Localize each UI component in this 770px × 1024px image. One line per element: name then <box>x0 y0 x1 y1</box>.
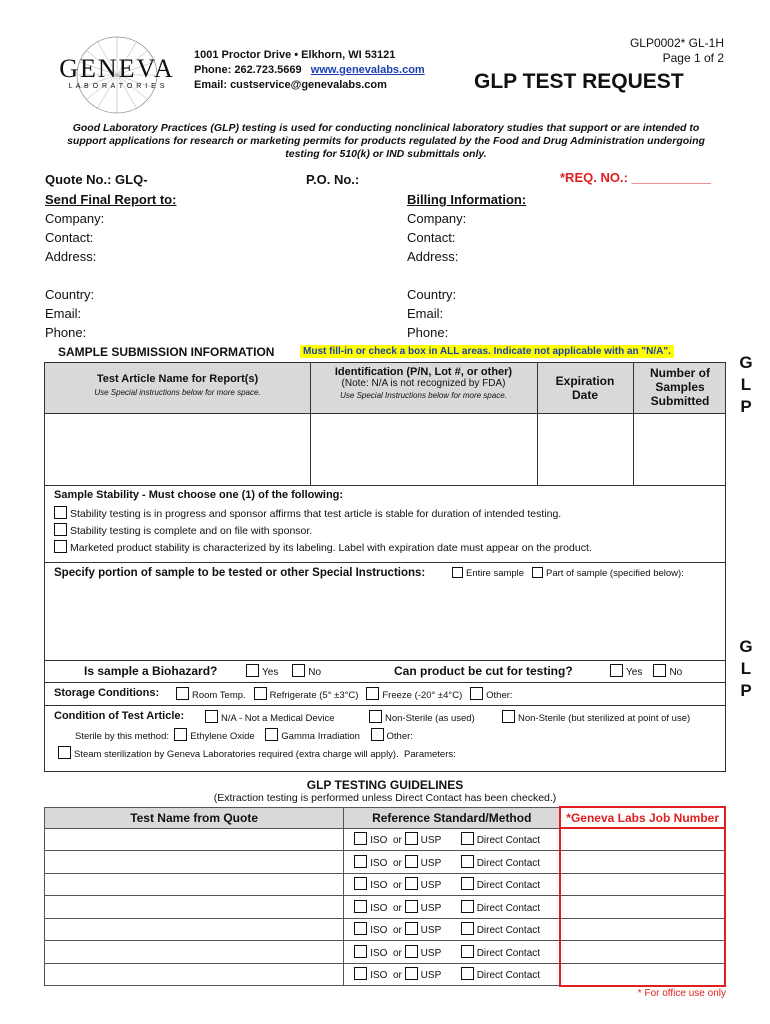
billing-email[interactable]: Email: <box>407 306 444 321</box>
test-name-cell[interactable] <box>45 873 344 896</box>
biohazard-yes[interactable]: Yes <box>246 667 278 678</box>
logo-sub: L A B O R A T O R I E S <box>68 83 166 90</box>
logo-name: GENEVA <box>59 54 175 83</box>
checkbox[interactable] <box>405 922 418 935</box>
reference-cell: ISO or USP Direct Contact <box>344 828 561 851</box>
usp-option[interactable]: USP <box>405 858 442 869</box>
iso-option[interactable]: ISO <box>354 903 387 914</box>
table-row <box>45 941 726 964</box>
checkbox[interactable] <box>205 710 218 723</box>
usp-option[interactable]: USP <box>405 903 442 914</box>
iso-option[interactable]: ISO <box>354 835 387 846</box>
checkbox[interactable] <box>405 877 418 890</box>
report-country[interactable]: Country: <box>45 287 95 302</box>
checkbox[interactable] <box>653 664 666 677</box>
checkbox[interactable] <box>366 687 379 700</box>
checkbox[interactable] <box>54 506 67 519</box>
send-report-heading: Send Final Report to: <box>45 192 177 207</box>
billing-heading: Billing Information: <box>407 192 527 207</box>
checkbox[interactable] <box>354 900 367 913</box>
intro-text: Good Laboratory Practices (GLP) testing is used for conducting nonclinical laboratory studies that support or are intended to support applications for research or marketing permits for products regulated by the Food and Drug Administration undergoing testing for 510(k) or IND submittals only. <box>67 122 705 160</box>
job-number-cell[interactable] <box>560 918 725 941</box>
iso-option[interactable]: ISO <box>354 970 387 981</box>
form-code: GLP0002* GL-1H <box>629 36 724 50</box>
job-number-cell[interactable] <box>560 873 725 896</box>
logo <box>52 36 182 108</box>
checkbox[interactable] <box>354 832 367 845</box>
checkbox[interactable] <box>405 967 418 980</box>
checkbox[interactable] <box>452 567 463 578</box>
usp-option[interactable]: USP <box>405 970 442 981</box>
col-identification: Identification (P/N, Lot #, or other) <box>334 366 513 378</box>
test-name-cell[interactable] <box>45 963 344 986</box>
guidelines-table <box>44 806 726 987</box>
storage-room-temp[interactable]: Room Temp. <box>176 690 246 701</box>
checkbox[interactable] <box>610 664 623 677</box>
website-link[interactable]: www.genevalabs.com <box>310 64 425 76</box>
checkbox[interactable] <box>354 967 367 980</box>
checkbox[interactable] <box>246 664 259 677</box>
checkbox[interactable] <box>354 877 367 890</box>
report-contact[interactable]: Contact: <box>45 230 94 245</box>
job-number-cell[interactable] <box>560 851 725 874</box>
checkbox[interactable] <box>371 728 384 741</box>
col-reference: Reference Standard/Method <box>344 807 561 828</box>
usp-option[interactable]: USP <box>405 835 442 846</box>
reference-cell: ISO or USP Direct Contact <box>344 941 561 964</box>
direct-contact-option[interactable]: Direct Contact <box>461 948 540 959</box>
checkbox[interactable] <box>54 540 67 553</box>
stability-title: Sample Stability - Must choose one (1) of the following: <box>54 489 344 501</box>
cut-no[interactable]: No <box>653 667 682 678</box>
side-letters-bottom: G L P <box>739 637 753 700</box>
checkbox[interactable] <box>405 832 418 845</box>
expiration-date-field[interactable] <box>538 415 632 484</box>
checkbox[interactable] <box>502 710 515 723</box>
guidelines-sub: (Extraction testing is performed unless Direct Contact has been checked.) <box>213 792 557 804</box>
checkbox[interactable] <box>461 900 474 913</box>
col-test-name: Test Name from Quote <box>45 807 344 828</box>
reference-cell: ISO or USP Direct Contact <box>344 963 561 986</box>
checkbox[interactable] <box>58 746 71 759</box>
checkbox[interactable] <box>354 922 367 935</box>
checkbox[interactable] <box>461 855 474 868</box>
checkbox[interactable] <box>354 855 367 868</box>
company-phone: Phone: 262.723.5669 <box>194 64 302 76</box>
method-gamma[interactable]: Gamma Irradiation <box>265 731 360 742</box>
storage-label: Storage Conditions: <box>54 687 160 699</box>
job-number-cell[interactable] <box>560 963 725 986</box>
submission-notice: Must fill-in or check a box in ALL areas. Indicate not applicable with an "N/A". <box>300 345 674 358</box>
storage-freeze[interactable]: Freeze (-20° ±4°C) <box>366 690 462 701</box>
col-test-article: Test Article Name for Report(s) <box>96 373 259 385</box>
condition-na[interactable]: N/A - Not a Medical Device <box>205 713 335 724</box>
page-number: Page 1 of 2 <box>662 51 724 65</box>
col-samples: Number of Samples Submitted <box>650 366 710 408</box>
table-row <box>45 896 726 919</box>
col-identification-note: (Note: N/A is not recognized by FDA) <box>341 378 506 389</box>
checkbox[interactable] <box>461 877 474 890</box>
method-other[interactable]: Other: <box>371 731 413 742</box>
stability-option-3[interactable]: Marketed product stability is characterized by its labeling. Label with expiration date must appear on the product. <box>54 540 592 557</box>
test-name-cell[interactable] <box>45 941 344 964</box>
checkbox[interactable] <box>461 967 474 980</box>
test-name-cell[interactable] <box>45 896 344 919</box>
usp-option[interactable]: USP <box>405 925 442 936</box>
col-test-article-sub: Use Special instructions below for more space. <box>94 388 261 397</box>
billing-company[interactable]: Company: <box>407 211 467 226</box>
submission-title: SAMPLE SUBMISSION INFORMATION <box>58 345 275 359</box>
checkbox[interactable] <box>470 687 483 700</box>
checkbox[interactable] <box>174 728 187 741</box>
direct-contact-option[interactable]: Direct Contact <box>461 880 540 891</box>
checkbox[interactable] <box>176 687 189 700</box>
test-article-name-field[interactable] <box>46 415 309 484</box>
billing-address[interactable]: Address: <box>407 249 459 264</box>
checkbox[interactable] <box>461 945 474 958</box>
job-number-cell[interactable] <box>560 896 725 919</box>
col-job-number: *Geneva Labs Job Number <box>560 807 725 828</box>
checkbox[interactable] <box>54 523 67 536</box>
page-title: GLP TEST REQUEST <box>474 70 684 93</box>
table-row <box>45 828 726 851</box>
storage-other[interactable]: Other: <box>470 690 512 701</box>
condition-non-sterile[interactable]: Non-Sterile (as used) <box>369 713 475 724</box>
side-letters-top: G L P <box>739 353 753 416</box>
col-identification-sub: Use Special Instructions below for more space. <box>340 391 507 400</box>
iso-option[interactable]: ISO <box>354 858 387 869</box>
steam-sterilization[interactable]: Steam sterilization by Geneva Laboratories required (extra charge will apply). <box>58 749 399 760</box>
checkbox[interactable] <box>461 832 474 845</box>
samples-count-field[interactable] <box>634 415 725 484</box>
cut-question: Can product be cut for testing? <box>394 664 573 678</box>
portion-title: Specify portion of sample to be tested or other Special Instructions: <box>54 567 426 579</box>
direct-contact-option[interactable]: Direct Contact <box>461 858 540 869</box>
checkbox[interactable] <box>354 945 367 958</box>
sterile-method-label: Sterile by this method: <box>75 731 169 742</box>
parameters-label: Parameters: <box>404 749 456 760</box>
table-row <box>45 918 726 941</box>
billing-country[interactable]: Country: <box>407 287 457 302</box>
checkbox[interactable] <box>254 687 267 700</box>
table-row <box>45 873 726 896</box>
billing-phone[interactable]: Phone: <box>407 325 449 340</box>
checkbox[interactable] <box>405 945 418 958</box>
quote-no: Quote No.: GLQ- <box>45 172 148 187</box>
usp-option[interactable]: USP <box>405 948 442 959</box>
reference-cell: ISO or USP Direct Contact <box>344 918 561 941</box>
job-number-cell[interactable] <box>560 828 725 851</box>
direct-contact-option[interactable]: Direct Contact <box>461 970 540 981</box>
entire-sample-option[interactable]: Entire sample <box>452 568 524 579</box>
identification-field[interactable] <box>311 415 536 484</box>
cut-yes[interactable]: Yes <box>610 667 642 678</box>
test-name-cell[interactable] <box>45 918 344 941</box>
table-row <box>45 963 726 986</box>
job-number-cell[interactable] <box>560 941 725 964</box>
report-company[interactable]: Company: <box>45 211 105 226</box>
stability-option-2[interactable]: Stability testing is complete and on file with sponsor. <box>54 523 592 540</box>
checkbox[interactable] <box>292 664 305 677</box>
stability-option-1[interactable]: Stability testing is in progress and sponsor affirms that test article is stable for duration of intended testing. <box>54 506 592 523</box>
iso-option[interactable]: ISO <box>354 948 387 959</box>
method-eto[interactable]: Ethylene Oxide <box>174 731 254 742</box>
col-expiration: Expiration Date <box>555 374 615 402</box>
iso-option[interactable]: ISO <box>354 880 387 891</box>
usp-option[interactable]: USP <box>405 880 442 891</box>
condition-label: Condition of Test Article: <box>54 710 185 722</box>
direct-contact-option[interactable]: Direct Contact <box>461 903 540 914</box>
checkbox[interactable] <box>405 900 418 913</box>
iso-option[interactable]: ISO <box>354 925 387 936</box>
direct-contact-option[interactable]: Direct Contact <box>461 835 540 846</box>
report-address[interactable]: Address: <box>45 249 97 264</box>
checkbox[interactable] <box>532 567 543 578</box>
company-email: Email: custservice@genevalabs.com <box>194 79 387 91</box>
req-no: *REQ. NO.: ___________ <box>560 170 712 185</box>
direct-contact-option[interactable]: Direct Contact <box>461 925 540 936</box>
reference-cell: ISO or USP Direct Contact <box>344 873 561 896</box>
po-no: P.O. No.: <box>306 172 360 187</box>
reference-cell: ISO or USP Direct Contact <box>344 896 561 919</box>
checkbox[interactable] <box>405 855 418 868</box>
biohazard-no[interactable]: No <box>292 667 321 678</box>
billing-contact[interactable]: Contact: <box>407 230 456 245</box>
guidelines-title: GLP TESTING GUIDELINES <box>306 778 464 792</box>
checkbox[interactable] <box>369 710 382 723</box>
storage-refrigerate[interactable]: Refrigerate (5° ±3°C) <box>254 690 359 701</box>
checkbox[interactable] <box>265 728 278 741</box>
condition-non-sterile-pou[interactable]: Non-Sterile (but sterilized at point of use) <box>502 713 690 724</box>
biohazard-question: Is sample a Biohazard? <box>84 664 218 678</box>
report-phone[interactable]: Phone: <box>45 325 87 340</box>
report-email[interactable]: Email: <box>45 306 82 321</box>
reference-cell: ISO or USP Direct Contact <box>344 851 561 874</box>
company-address: 1001 Proctor Drive • Elkhorn, WI 53121 <box>194 49 396 61</box>
checkbox[interactable] <box>461 922 474 935</box>
table-row <box>45 851 726 874</box>
special-instructions-field[interactable] <box>46 585 724 659</box>
test-name-cell[interactable] <box>45 851 344 874</box>
test-name-cell[interactable] <box>45 828 344 851</box>
part-sample-option[interactable]: Part of sample (specified below): <box>532 568 684 579</box>
office-use-note: * For office use only <box>637 988 726 999</box>
